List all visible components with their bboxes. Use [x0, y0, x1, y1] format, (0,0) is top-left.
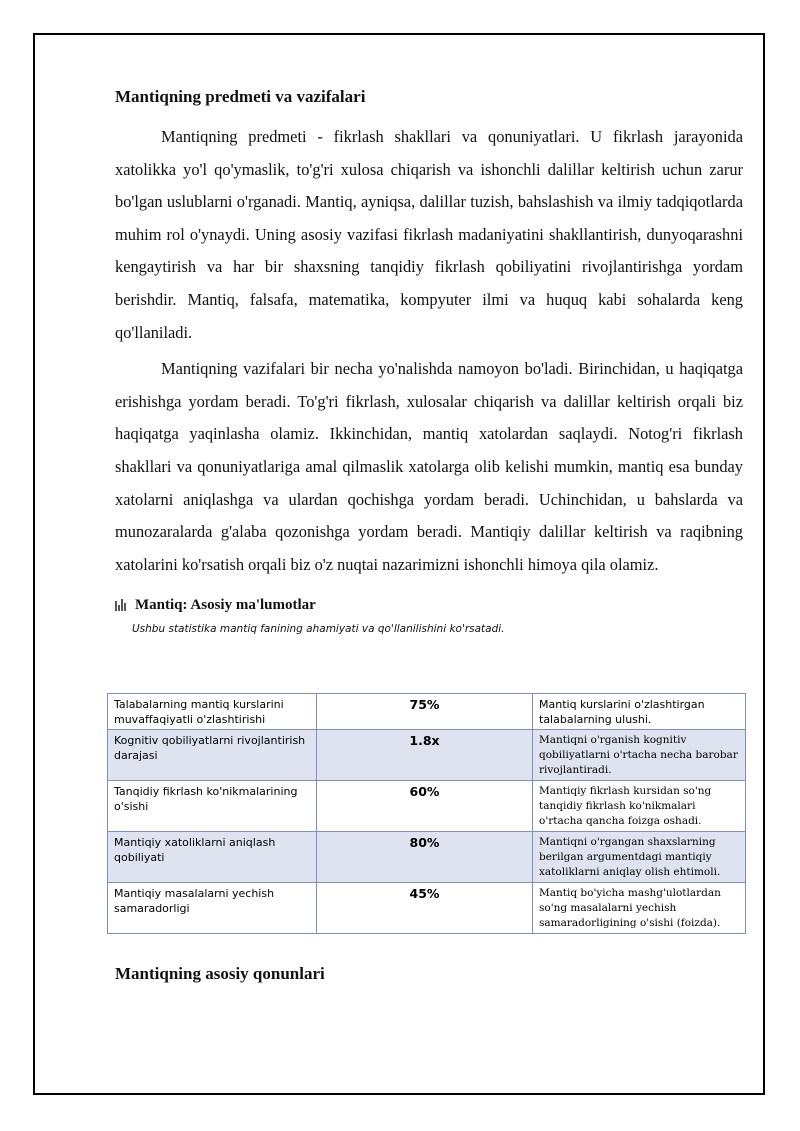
row-value: 75%: [317, 694, 533, 730]
row-description: Mantiq kurslarini o'zlashtirgan talabalarning ulushi.: [533, 694, 746, 730]
row-label: Kognitiv qobiliyatlarni rivojlantirish darajasi: [108, 730, 317, 781]
row-label: Tanqidiy fikrlash ko'nikmalarining o'sishi: [108, 781, 317, 832]
stats-title: Mantiq: Asosiy ma'lumotlar: [135, 597, 316, 614]
row-description: Mantiqni o'rganish kognitiv qobiliyatlarni o'rtacha necha barobar rivojlantiradi.: [533, 730, 746, 781]
paragraph: Mantiqning vazifalari bir necha yo'nalishda namoyon bo'ladi. Birinchidan, u haqiqatga erishishga yordam beradi. To'g'ri fikrlash, xulosalar chiqarish va dalillar keltirish orqali biz haqiqatga yaqinlasha olamiz. Ikkinchidan, mantiq xatolardan saqlaydi. Notog'ri fikrlash shakllari va qonuniyatlariga amal qilmaslik xatolarga olib kelishi mumkin, mantiq esa bunday xatolarni aniqlashga va ulardan qochishga yordam beradi. Uchinchidan, u bahslarda va munozaralarda g'alaba qozonishga yordam beradi. Mantiqiy dalillar keltirish va raqibning xatolarini ko'rsatish orqali biz o'z nuqtai nazarimizni ishonchli himoya qila olamiz.: [115, 359, 743, 574]
row-description: Mantiqni o'rgangan shaxslarning berilgan argumentdagi mantiqiy xatoliklarni aniqlay olish ehtimoli.: [533, 832, 746, 883]
row-value: 45%: [317, 883, 533, 934]
table-row: [108, 832, 746, 883]
section-title: Mantiqning predmeti va vazifalari: [115, 87, 366, 106]
row-description: Mantiqiy fikrlash kursidan so'ng tanqidiy fikrlash ko'nikmalari o'rtacha qancha foizga oshadi.: [533, 781, 746, 832]
stats-table: [107, 693, 746, 934]
row-label: Talabalarning mantiq kurslarini muvaffaqiyatli o'zlashtirishi: [108, 694, 317, 730]
table-row: [108, 883, 746, 934]
document-content: [115, 85, 743, 637]
row-value: 80%: [317, 832, 533, 883]
row-label: Mantiqiy masalalarni yechish samaradorligi: [108, 883, 317, 934]
table-row: [108, 781, 746, 832]
row-description: Mantiq bo'yicha mashg'ulotlardan so'ng masalalarni yechish samaradorligining o'sishi (foizda).: [533, 883, 746, 934]
table-row: [108, 730, 746, 781]
table-row: [108, 694, 746, 730]
row-value: 60%: [317, 781, 533, 832]
stats-heading: [115, 595, 743, 615]
bar-chart-icon: [115, 599, 129, 611]
stats-subtitle: Ushbu statistika mantiq fanining ahamiyati va qo'llanilishini ko'rsatadi.: [132, 623, 505, 636]
section-title-laws: Mantiqning asosiy qonunlari: [115, 964, 325, 983]
paragraph: Mantiqning predmeti - fikrlash shakllari va qonuniyatlari. U fikrlash jarayonida xatolikka yo'l qo'ymaslik, to'g'ri xulosa chiqarish va ishonchli dalillar keltirish uchun zarur bo'lgan uslublarni o'rganadi. Mantiq, ayniqsa, dalillar tuzish, bahslashish va ilmiy tadqiqotlarda muhim rol o'ynaydi. Uning asosiy vazifasi fikrlash madaniyatini shakllantirish, dunyoqarashni kengaytirish va har bir shaxsning tanqidiy fikrlash qobiliyatini rivojlantirishga yordam berishdir. Mantiq, falsafa, matematika, kompyuter ilmi va huquq kabi sohalarda keng qo'llaniladi.: [115, 127, 743, 342]
row-label: Mantiqiy xatoliklarni aniqlash qobiliyati: [108, 832, 317, 883]
row-value: 1.8x: [317, 730, 533, 781]
